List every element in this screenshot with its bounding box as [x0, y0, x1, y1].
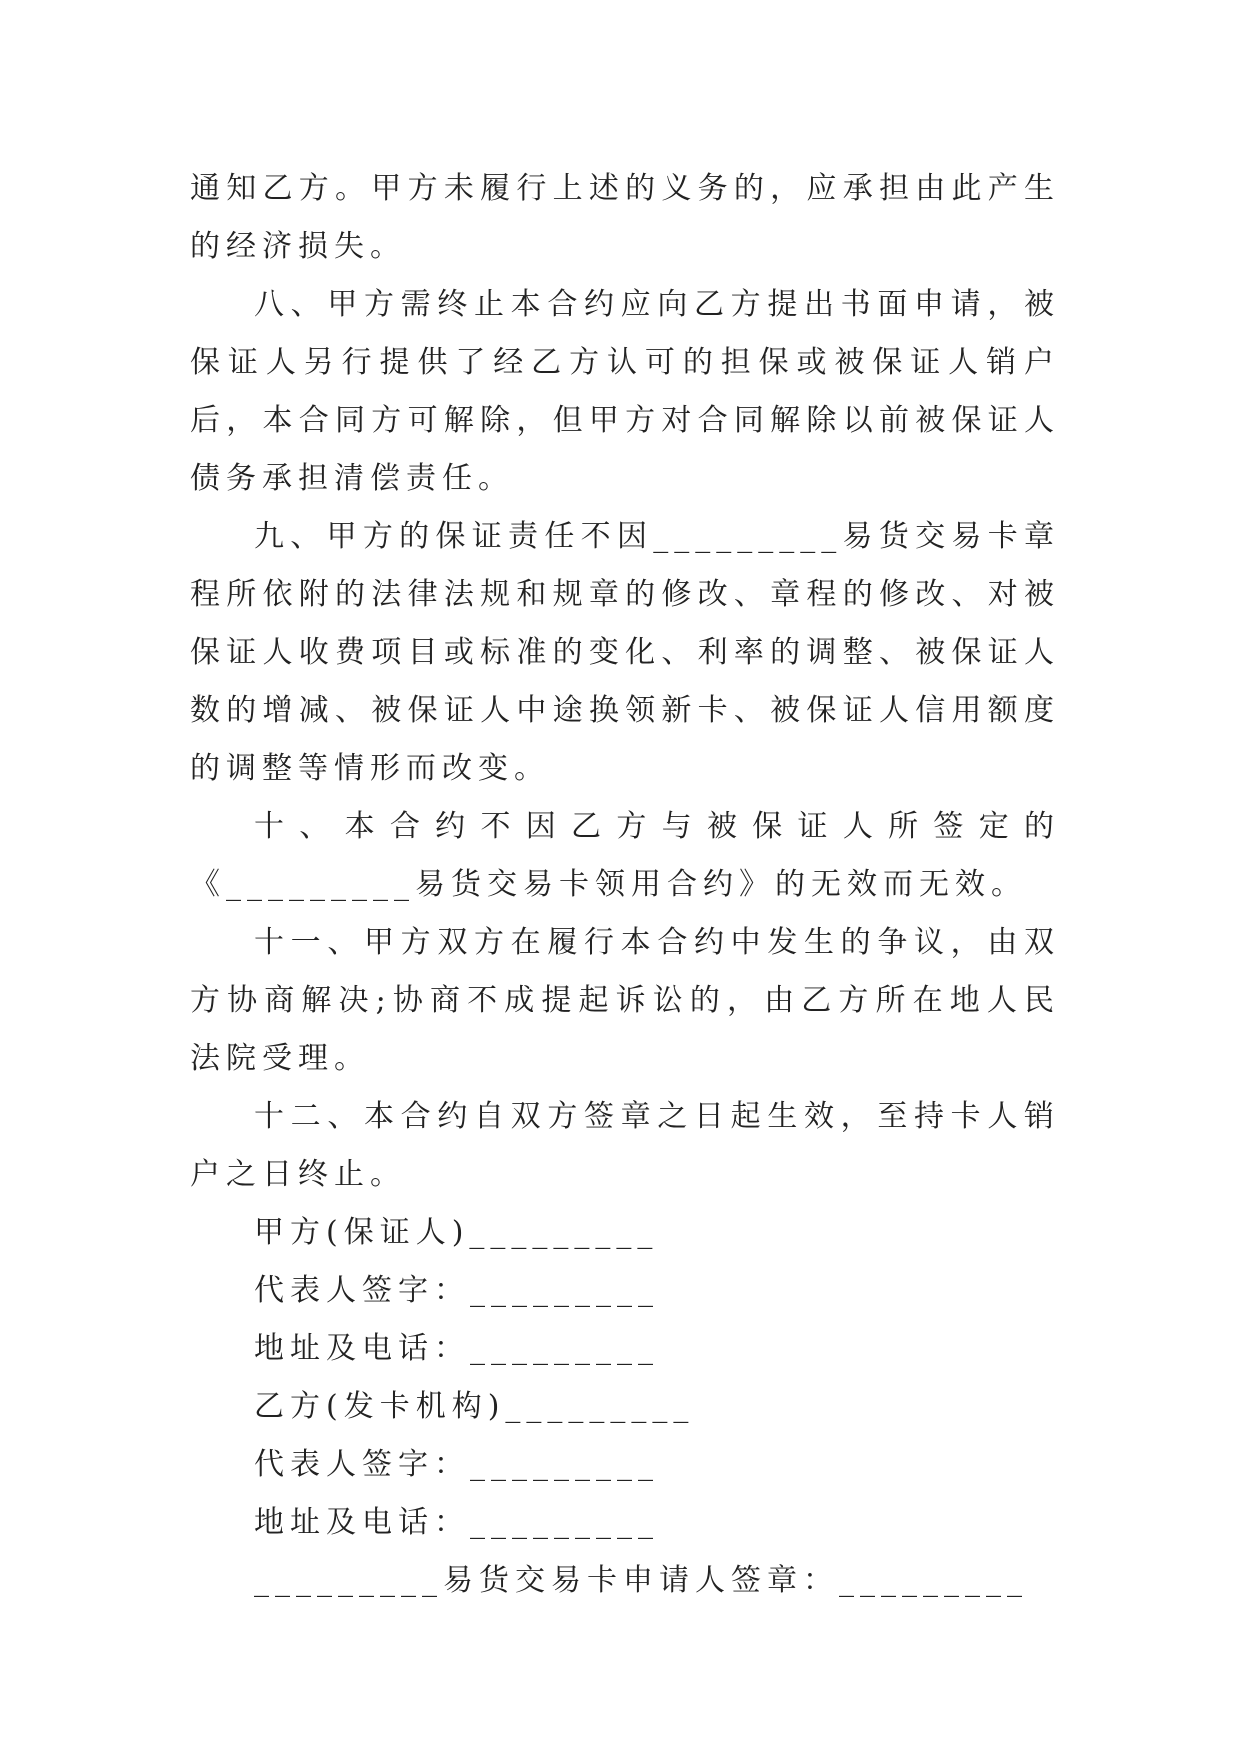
signature-applicant: _________易货交易卡申请人签章：_________: [254, 1563, 1028, 1598]
paragraph-clause-9: 九、甲方的保证责任不因_________易货交易卡章程所依附的法律法规和规章的修改、章程的修改、对被保证人收费项目或标准的变化、利率的调整、被保证人数的增减、被保证人中途换领新卡、被保证人信用额度的调整等情形而改变。: [190, 519, 1060, 786]
document-body: [190, 160, 1060, 1610]
signature-party-b-representative: 代表人签字：_________: [254, 1447, 659, 1482]
paragraph-clause-8: 八、甲方需终止本合约应向乙方提出书面申请，被保证人另行提供了经乙方认可的担保或被保证人销户后，本合同方可解除，但甲方对合同解除以前被保证人债务承担清偿责任。: [190, 287, 1060, 496]
signature-party-b: 乙方(发卡机构)_________: [254, 1389, 695, 1424]
signature-party-a-representative: 代表人签字：_________: [254, 1273, 659, 1308]
paragraph-clause-12: 十二、本合约自双方签章之日起生效，至持卡人销户之日终止。: [190, 1099, 1060, 1192]
signature-party-b-address-phone: 地址及电话：_________: [254, 1505, 659, 1540]
signature-party-a: 甲方(保证人)_________: [254, 1215, 659, 1250]
signature-party-a-address-phone: 地址及电话：_________: [254, 1331, 659, 1366]
paragraph-clause-10: 十、本合约不因乙方与被保证人所签定的《_________易货交易卡领用合约》的无效而无效。: [190, 809, 1060, 902]
paragraph-clause-11: 十一、甲方双方在履行本合约中发生的争议，由双方协商解决;协商不成提起诉讼的，由乙方所在地人民法院受理。: [190, 925, 1060, 1076]
paragraph-continuation: 通知乙方。甲方未履行上述的义务的，应承担由此产生的经济损失。: [190, 171, 1060, 264]
